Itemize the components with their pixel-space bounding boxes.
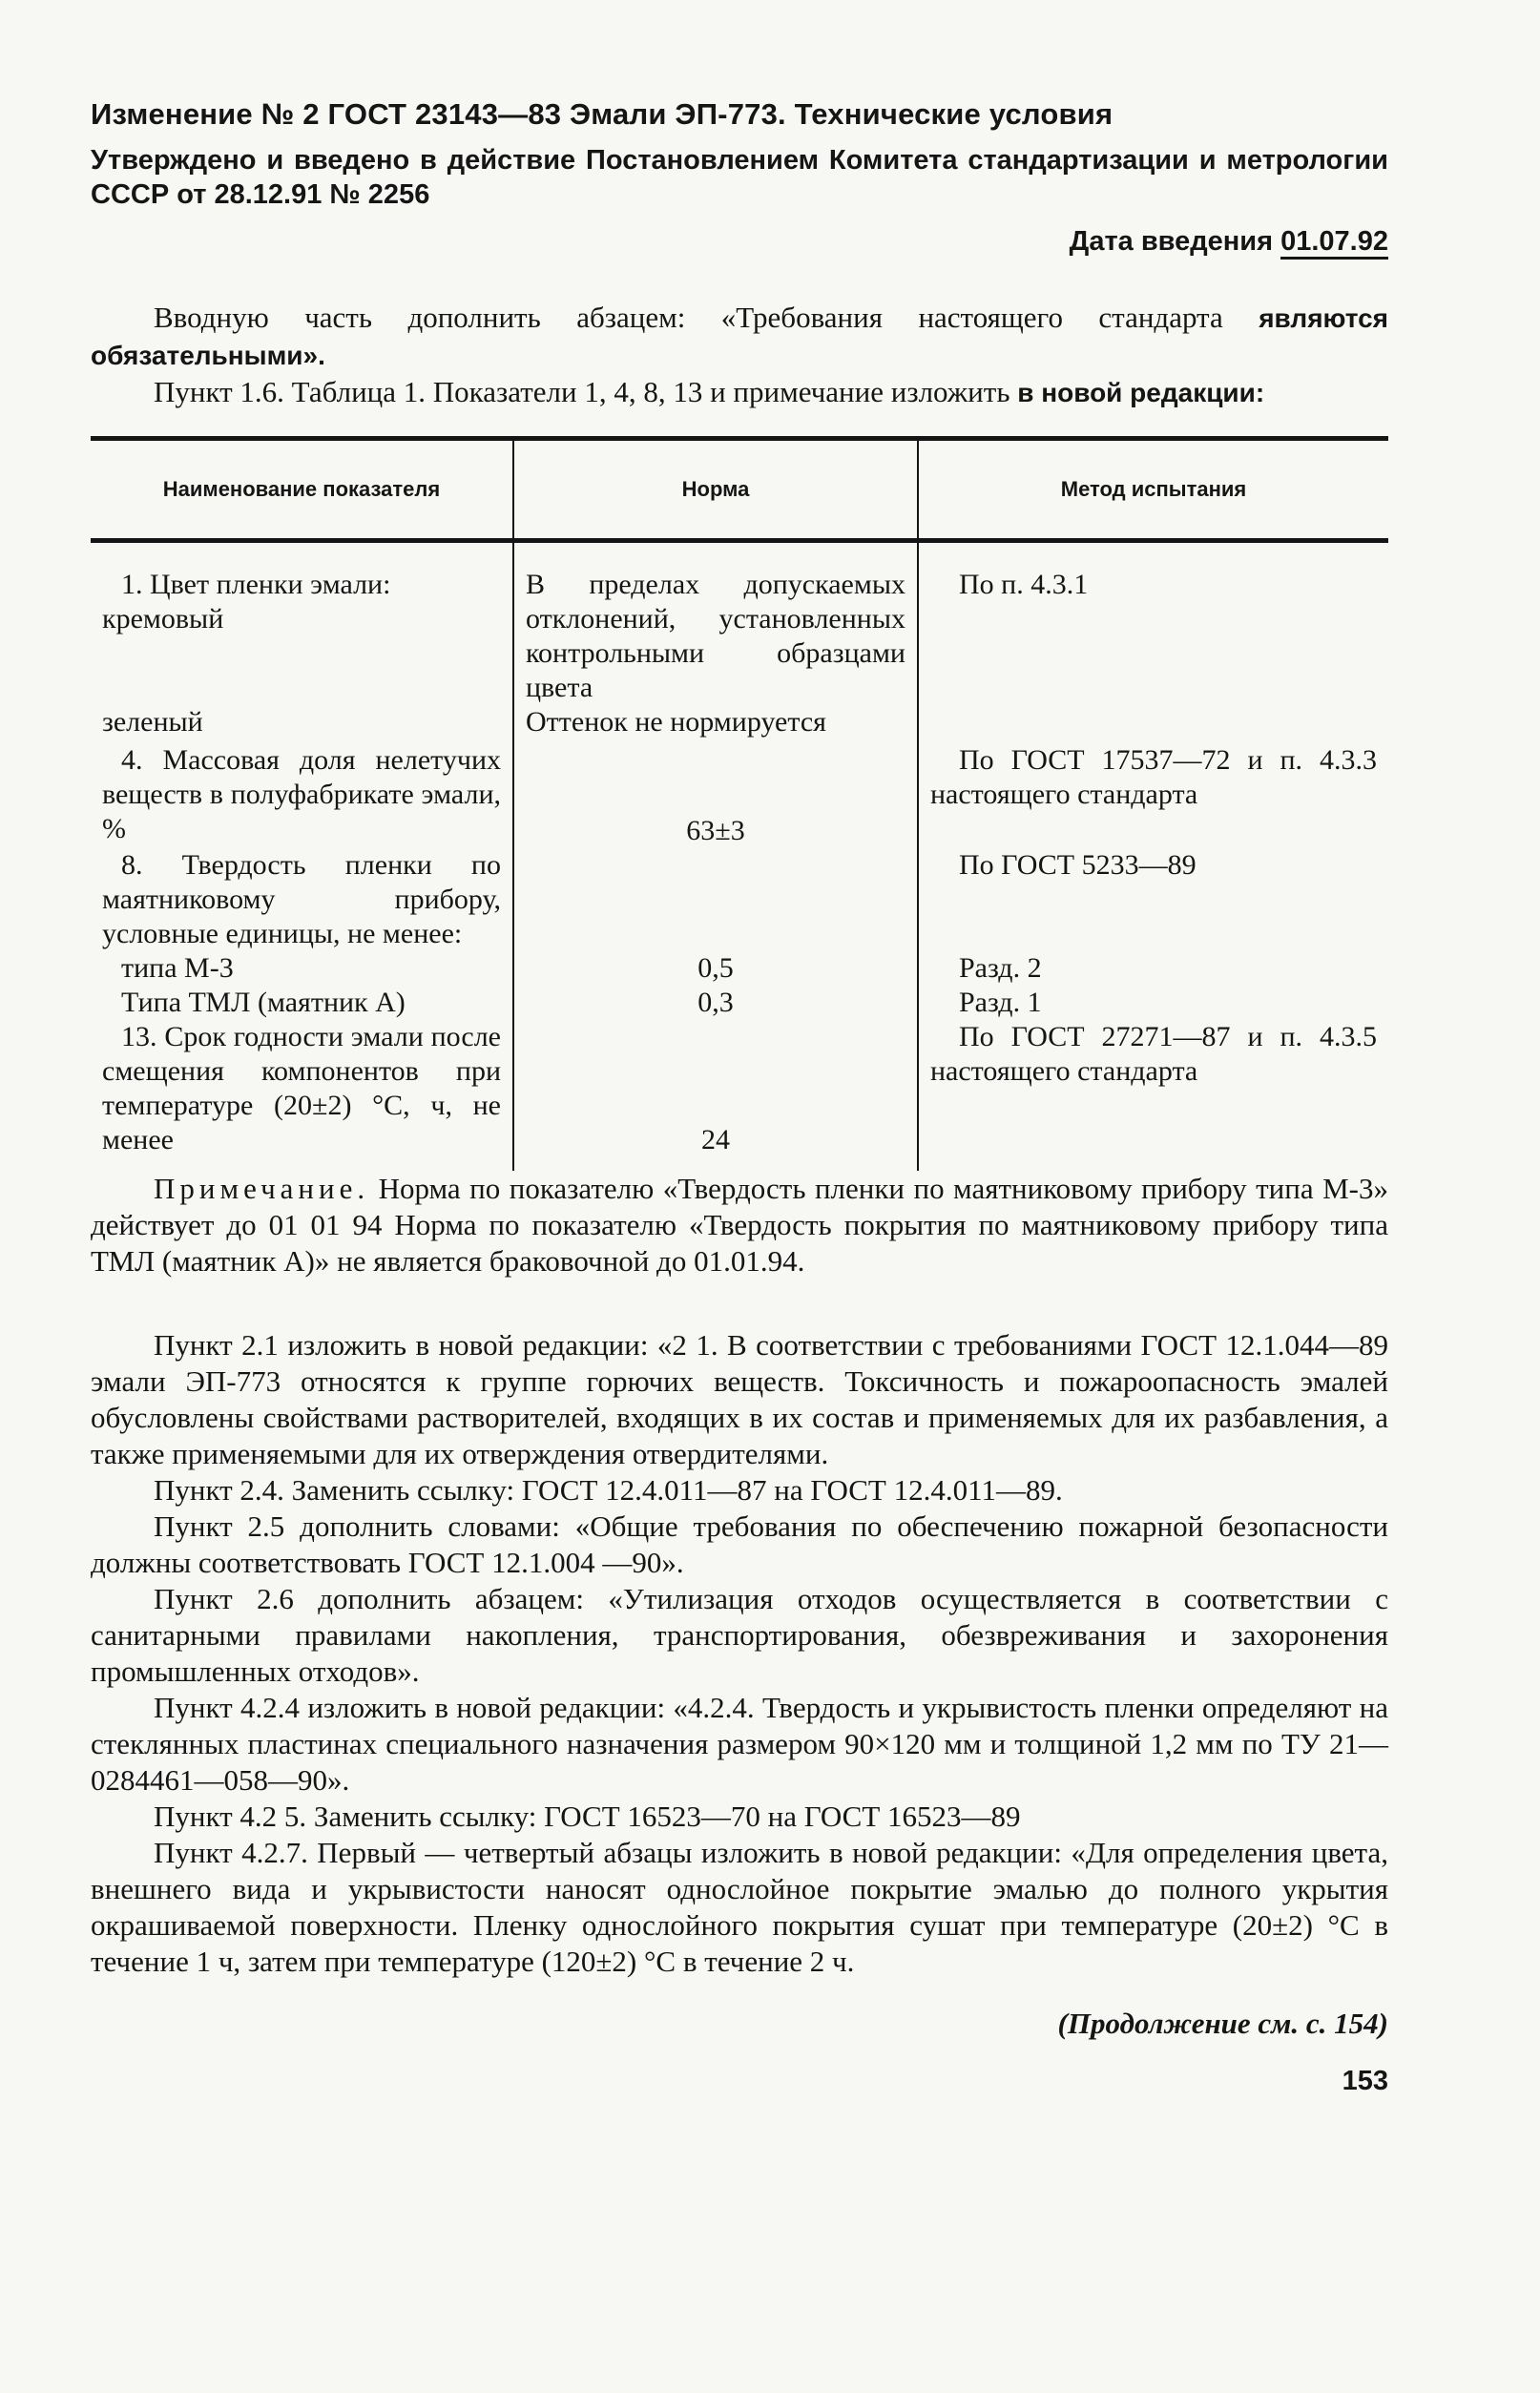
table-cell-norm — [513, 541, 918, 740]
amendment-paragraph: Пункт 4.2.4 изложить в новой редакции: «4.2.4. Твердость и укрывистость пленки определяют на стеклянных пластинах специального назначения размером 90×120 мм и толщиной 1,2 мм по ТУ 21—0284461—058—90». — [91, 1691, 1388, 1797]
row-norm: В пределах допускаемых отклонений, установленных контрольными образцами цвета — [526, 569, 905, 703]
intro-paragraph — [91, 300, 1388, 374]
row-norm: 0,3 — [697, 987, 734, 1018]
table-row — [91, 848, 1388, 1020]
row-name: 4. Массовая доля нелетучих веществ в полуфабрикате эмали, % — [102, 744, 501, 844]
table-cell-name — [91, 848, 513, 1020]
amendment-paragraph: Пункт 2.6 дополнить абзацем: «Утилизация отходов осуществляется в соответствии с санитарными правилами накопления, транспортирования, обезвреживания и захоронения промышленных отходов». — [91, 1582, 1388, 1688]
row-name: 1. Цвет пленки эмали: — [121, 569, 391, 600]
row-method: Разд. 1 — [959, 987, 1042, 1018]
row-name: типа М-3 — [121, 952, 234, 984]
note-label: Примечание. — [154, 1172, 370, 1205]
amendment-paragraph: Пункт 2.5 дополнить словами: «Общие требования по обеспечению пожарной безопасности должны соответствовать ГОСТ 12.1.004 —90». — [91, 1509, 1388, 1579]
row-method: По ГОСТ 5233—89 — [959, 849, 1197, 881]
continuation-note: (Продолжение см. с. 154) — [1057, 2007, 1388, 2040]
intro-bold-text: в новой редакции: — [1017, 378, 1265, 407]
row-method: По ГОСТ 27271—87 и п. 4.3.5 настоящего стандарта — [930, 1021, 1377, 1087]
table-cell-norm: 63±3 — [513, 739, 918, 848]
amendment-paragraph: Пункт 2.1 изложить в новой редакции: «2 1. В соответствии с требованиями ГОСТ 12.1.044—89 эмали ЭП-773 относятся к группе горючих веществ. Токсичность и пожароопасность эмалей обусловлены свойствами растворителей, входящих в их состав и применяемых для их разбавления, а также применяемыми для их отверждения отвердителями. — [91, 1328, 1388, 1470]
intro-paragraph — [91, 374, 1388, 411]
document-title: Изменение № 2 ГОСТ 23143—83 Эмали ЭП-773. Технические условия — [91, 97, 1113, 131]
effective-date-label: Дата введения — [1069, 226, 1274, 257]
row-name: кремовый — [102, 603, 224, 635]
row-name: зеленый — [102, 706, 203, 738]
table-row — [91, 739, 1388, 848]
column-header-name: Наименование показателя — [91, 439, 513, 541]
table-cell-name — [91, 739, 513, 848]
table-cell-method — [918, 739, 1388, 848]
row-name: 13. Срок годности эмали после смещения компонентов при температуре (20±2) °С, ч, не менее — [102, 1021, 501, 1155]
column-header-method: Метод испытания — [918, 439, 1388, 541]
table-row — [91, 541, 1388, 740]
effective-date-value: 01.07.92 — [1280, 226, 1388, 260]
table-header-row — [91, 439, 1388, 541]
row-method: По п. 4.3.1 — [959, 569, 1089, 600]
amendments-section — [91, 1327, 1388, 1980]
note-text: Норма по показателю «Твердость пленки по маятниковому прибору типа М-3» действует до 01 01 94 Норма по показателю «Твердость покрытия по маятниковому прибору типа ТМЛ (маятник А)» не является браковочной до 01.01.94. — [91, 1172, 1388, 1278]
table-note — [91, 1171, 1388, 1280]
row-name: 8. Твердость пленки по маятниковому прибору, условные единицы, не менее: — [102, 849, 501, 949]
table-cell-method — [918, 1020, 1388, 1171]
amendment-paragraph: Пункт 4.2.7. Первый — четвертый абзацы изложить в новой редакции: «Для определения цвета, внешнего вида и укрывистости наносят однослойное покрытие эмалью до полного укрытия окрашиваемой поверхности. Пленку однослойного покрытия сушат при температуре (20±2) °С в течение 1 ч, затем при температуре (120±2) °С в течение 2 ч. — [91, 1836, 1388, 1978]
document-page — [91, 95, 1388, 2097]
table-cell-norm — [513, 848, 918, 1020]
amendment-paragraph: Пункт 2.4. Заменить ссылку: ГОСТ 12.4.011—87 на ГОСТ 12.4.011—89. — [154, 1473, 1063, 1507]
table-cell-method — [918, 541, 1388, 740]
column-header-norm: Норма — [513, 439, 918, 541]
intro-bold-text: являются обязательными». — [91, 303, 1388, 370]
row-norm: 0,5 — [697, 952, 734, 984]
intro-section — [91, 300, 1388, 411]
row-method: По ГОСТ 17537—72 и п. 4.3.3 настоящего стандарта — [930, 744, 1377, 810]
table-cell-name — [91, 541, 513, 740]
intro-text: Пункт 1.6. Таблица 1. Показатели 1, 4, 8, 13 и примечание изложить — [154, 375, 1018, 408]
row-norm: Оттенок не нормируется — [526, 706, 826, 738]
table-row — [91, 1020, 1388, 1171]
row-name: Типа ТМЛ (маятник А) — [121, 987, 406, 1018]
table-cell-norm: 24 — [513, 1020, 918, 1171]
intro-text: Вводную часть дополнить абзацем: «Требования настоящего стандарта — [154, 301, 1259, 334]
effective-date — [91, 223, 1388, 260]
table-cell-method — [918, 848, 1388, 1020]
indicators-table — [91, 436, 1388, 1171]
amendment-paragraph: Пункт 4.2 5. Заменить ссылку: ГОСТ 16523—70 на ГОСТ 16523—89 — [154, 1800, 1021, 1833]
row-method: Разд. 2 — [959, 952, 1042, 984]
page-number: 153 — [1342, 2066, 1388, 2096]
table-cell-name — [91, 1020, 513, 1171]
approval-statement: Утверждено и введено в действие Постановлением Комитета стандартизации и метрологии СССР от 28.12.91 № 2256 — [91, 145, 1388, 210]
